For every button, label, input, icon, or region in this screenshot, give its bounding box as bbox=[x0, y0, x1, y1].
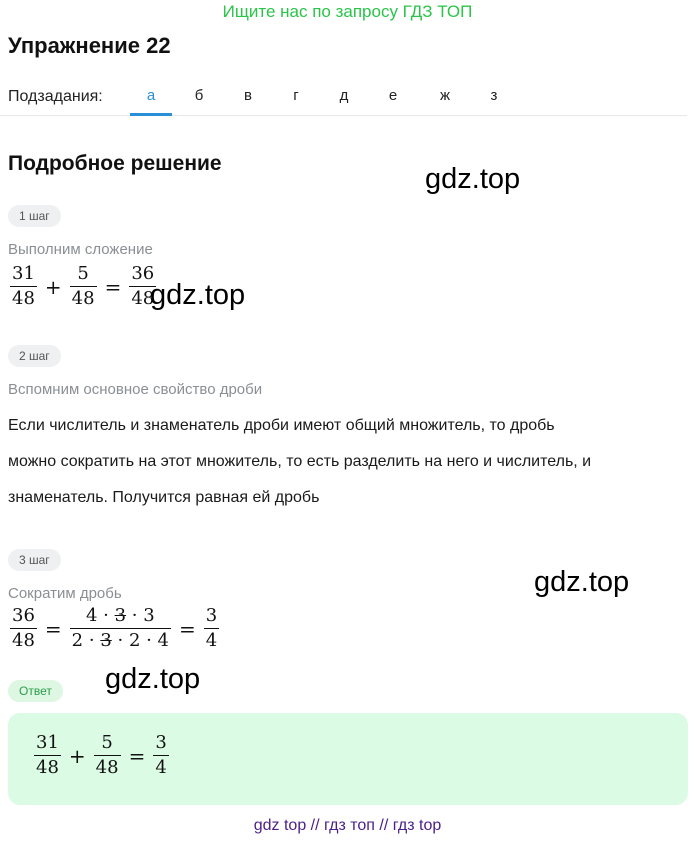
watermark: gdz.top bbox=[425, 163, 521, 195]
fraction: $\frac{3}{4}$ bbox=[155, 732, 167, 778]
fraction: $\frac{31}{48}$ bbox=[36, 732, 59, 778]
fraction: $\frac{36}{48}$ bbox=[12, 605, 35, 651]
step-caption: Сократим дробь bbox=[8, 585, 122, 602]
fraction: $\frac{36}{48}$ bbox=[131, 263, 155, 309]
tab-e[interactable]: е bbox=[388, 87, 398, 104]
answer-badge: Ответ bbox=[8, 680, 63, 702]
step-badge: 1 шаг bbox=[8, 205, 61, 227]
fraction: $\frac{4 \cdot 3 \cdot 3}{2 \cdot 3 \cdot 2 \cdot 4}$ bbox=[71, 605, 170, 651]
step-paragraph bbox=[8, 408, 688, 516]
watermark: gdz.top bbox=[150, 279, 246, 311]
paragraph-line: знаменатель. Получится равная ей дробь bbox=[8, 489, 320, 506]
tab-v[interactable]: в bbox=[244, 87, 252, 104]
fraction: $\frac{3}{4}$ bbox=[205, 605, 218, 651]
watermark: gdz.top bbox=[105, 663, 201, 695]
solution-heading: Подробное решение bbox=[8, 152, 222, 175]
tab-zh[interactable]: ж bbox=[439, 87, 451, 104]
footer-link-gdz-top-ru[interactable]: гдз топ bbox=[324, 817, 375, 834]
footer-link-gdz-top-mixed[interactable]: гдз top bbox=[392, 817, 442, 834]
fraction: $\frac{5}{48}$ bbox=[95, 732, 119, 778]
tab-z[interactable]: з bbox=[490, 87, 498, 104]
step3-equation: $\frac{36}{48}$ = $\frac{4 \cdot 3 \cdot 3}{2 \cdot 3 \cdot 2 \cdot 4}$ = $\frac{3}{4}$ bbox=[12, 605, 218, 651]
answer-equation: $\frac{31}{48}$ + $\frac{5}{48}$ = $\frac{3}{4}$ bbox=[36, 732, 167, 778]
page-title: Упражнение 22 bbox=[8, 33, 171, 58]
tab-b[interactable]: б bbox=[194, 87, 204, 104]
step-badge: 2 шаг bbox=[8, 345, 61, 367]
answer-box bbox=[8, 713, 688, 805]
tab-a[interactable]: а bbox=[130, 78, 172, 116]
subtasks-bar bbox=[0, 78, 687, 116]
fraction: $\frac{31}{48}$ bbox=[12, 263, 35, 309]
step-badge: 3 шаг bbox=[8, 549, 61, 571]
footer-links bbox=[0, 817, 695, 835]
fraction: $\frac{5}{48}$ bbox=[71, 263, 95, 309]
paragraph-line: можно сократить на этот множитель, то есть разделить на него и числитель, и bbox=[8, 453, 592, 470]
paragraph-line: Если числитель и знаменатель дроби имеют общий множитель, то дробь bbox=[8, 417, 555, 434]
footer-link-gdz-top[interactable]: gdz top bbox=[253, 817, 307, 834]
subtasks-label: Подзадания: bbox=[8, 88, 103, 105]
step-caption: Выполним сложение bbox=[8, 241, 153, 258]
watermark: gdz.top bbox=[534, 566, 630, 598]
footer-separator: // bbox=[379, 817, 389, 834]
step-caption: Вспомним основное свойство дроби bbox=[8, 381, 263, 398]
tab-d[interactable]: д bbox=[339, 87, 349, 104]
tab-g[interactable]: г bbox=[293, 87, 299, 104]
step1-equation: $\frac{31}{48}$ + $\frac{5}{48}$ = $\frac{36}{48}$ bbox=[12, 263, 155, 309]
search-banner-link[interactable]: Ищите нас по запросу ГДЗ ТОП bbox=[222, 2, 473, 21]
footer-separator: // bbox=[310, 817, 320, 834]
